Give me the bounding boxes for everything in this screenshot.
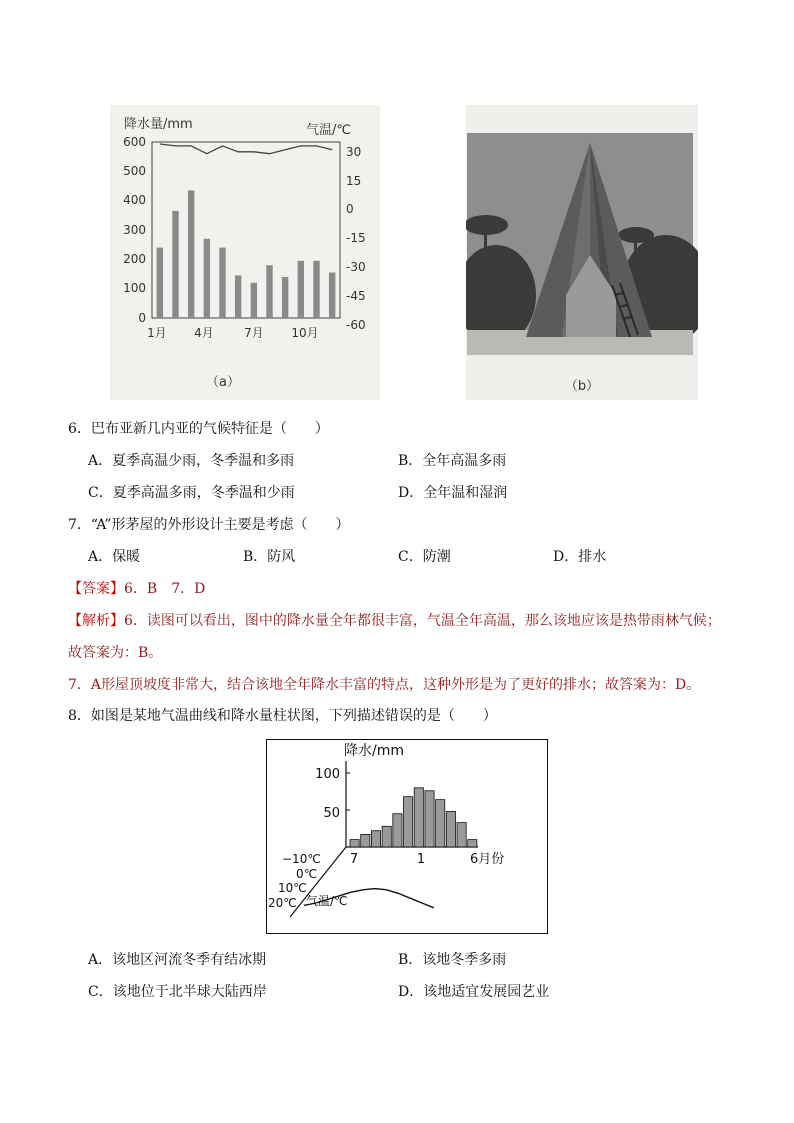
- analysis-text-1: 6．读图可以看出，图中的降水量全年都很丰富，气温全年高温，那么该地应该是热带雨林气候；: [124, 613, 721, 629]
- q8-stem: 8．如图是某地气温曲线和降水量柱状图，下列描述错误的是（ ）: [68, 708, 497, 724]
- q7-option-c[interactable]: C．防潮: [398, 549, 451, 565]
- left-axis-label: 降水量/mm: [124, 117, 193, 132]
- q6-stem: 6．巴布亚新几内亚的气候特征是（ ）: [68, 421, 329, 437]
- q8-temp-tick-label: 20℃: [268, 896, 297, 910]
- figure-q8-climate-chart: [266, 739, 548, 934]
- precip-bar: [329, 273, 335, 318]
- left-tick-label: 500: [123, 164, 146, 178]
- precip-bar: [298, 261, 304, 318]
- right-tick-label: 0: [346, 202, 354, 216]
- precip-bar: [219, 248, 225, 318]
- precip-bar: [157, 248, 163, 318]
- precip-bar: [172, 211, 178, 318]
- q8-precip-bar: [425, 791, 434, 847]
- q7-option-a[interactable]: A．保暖: [88, 549, 141, 565]
- q8-option-a[interactable]: A．该地区河流冬季有结冰期: [88, 952, 267, 968]
- q8-precip-bar: [371, 831, 380, 847]
- q8-precip-bar: [393, 814, 402, 847]
- x-tick-label: 4月: [194, 326, 214, 340]
- analysis-line-3: 7．A形屋顶坡度非常大，结合该地全年降水丰富的特点，这种外形是为了更好的排水；故答案为：D。: [68, 677, 701, 693]
- q8-x-tick-label: 6月份: [470, 852, 505, 867]
- q8-precip-bar: [382, 826, 391, 847]
- q8-option-d[interactable]: D．该地适宜发展园艺业: [398, 984, 550, 1000]
- figure-b-photo: [466, 105, 698, 400]
- q8-option-b[interactable]: B．该地冬季多雨: [398, 952, 507, 968]
- left-tick-label: 600: [123, 135, 146, 149]
- answer-text: 6．B 7．D: [124, 581, 206, 597]
- answer-label: 【答案】: [68, 581, 124, 597]
- q8-temp-tick-label: 0℃: [296, 867, 318, 881]
- q8-temp-tick-label: −10℃: [282, 852, 321, 866]
- left-tick-label: 300: [123, 223, 146, 237]
- q8-precip-label: 降水/mm: [344, 743, 404, 759]
- q8-precip-bar: [468, 840, 477, 847]
- precip-bar: [266, 265, 272, 318]
- x-tick-label: 1月: [147, 326, 167, 340]
- left-tick-label: 200: [123, 252, 146, 266]
- q8-precip-bar: [414, 788, 423, 847]
- right-tick-label: 15: [346, 174, 362, 188]
- q8-y-tick-label: 100: [315, 767, 340, 782]
- q6-option-c[interactable]: C．夏季高温多雨，冬季温和少雨: [88, 485, 295, 501]
- figure-b-caption: （b）: [564, 379, 600, 394]
- precip-bar: [204, 239, 210, 318]
- q8-precip-bar: [350, 840, 359, 847]
- q8-temp-label: 气温/℃: [306, 894, 348, 908]
- precip-bar: [235, 275, 241, 318]
- q8-precip-bar: [457, 823, 466, 847]
- analysis-label: 【解析】: [68, 613, 124, 629]
- q8-x-tick-label: 1: [416, 852, 426, 867]
- figure-a-climate-chart: [110, 105, 380, 400]
- right-tick-label: -30: [346, 260, 366, 274]
- right-tick-label: -45: [346, 289, 366, 303]
- q8-x-tick-label: 7: [349, 852, 359, 867]
- left-tick-label: 400: [123, 193, 146, 207]
- q8-y-tick-label: 50: [323, 806, 340, 821]
- q6-option-b[interactable]: B．全年高温多雨: [398, 453, 507, 469]
- analysis-line-1: [68, 611, 721, 631]
- right-tick-label: -15: [346, 231, 366, 245]
- q8-temp-tick-label: 10℃: [278, 881, 307, 895]
- q8-precip-bar: [446, 811, 455, 847]
- left-tick-label: 0: [138, 311, 146, 325]
- q8-option-c[interactable]: C．该地位于北半球大陆西岸: [88, 984, 267, 1000]
- q6-option-a[interactable]: A．夏季高温少雨，冬季温和多雨: [88, 453, 295, 469]
- q8-precip-bar: [361, 834, 370, 847]
- q7-option-d[interactable]: D．排水: [553, 549, 607, 565]
- right-tick-label: 30: [346, 145, 362, 159]
- figure-a-caption: （a）: [206, 375, 240, 390]
- answer-line: [68, 579, 205, 599]
- q7-stem: 7．“A”形茅屋的外形设计主要是考虑（ ）: [68, 517, 350, 533]
- q6-option-d[interactable]: D．全年温和湿润: [398, 485, 508, 501]
- q7-option-b[interactable]: B．防风: [243, 549, 296, 565]
- x-tick-label: 7月: [244, 326, 264, 340]
- analysis-line-2: 故答案为：B。: [68, 645, 163, 661]
- precip-bar: [188, 190, 194, 318]
- q8-precip-bar: [404, 797, 413, 847]
- precip-bar: [313, 261, 319, 318]
- right-axis-label: 气温/℃: [306, 123, 351, 138]
- right-tick-label: -60: [346, 318, 366, 332]
- x-tick-label: 10月: [291, 326, 319, 340]
- q8-precip-bar: [436, 800, 445, 847]
- precip-bar: [251, 283, 257, 318]
- left-tick-label: 100: [123, 281, 146, 295]
- precip-bar: [282, 277, 288, 318]
